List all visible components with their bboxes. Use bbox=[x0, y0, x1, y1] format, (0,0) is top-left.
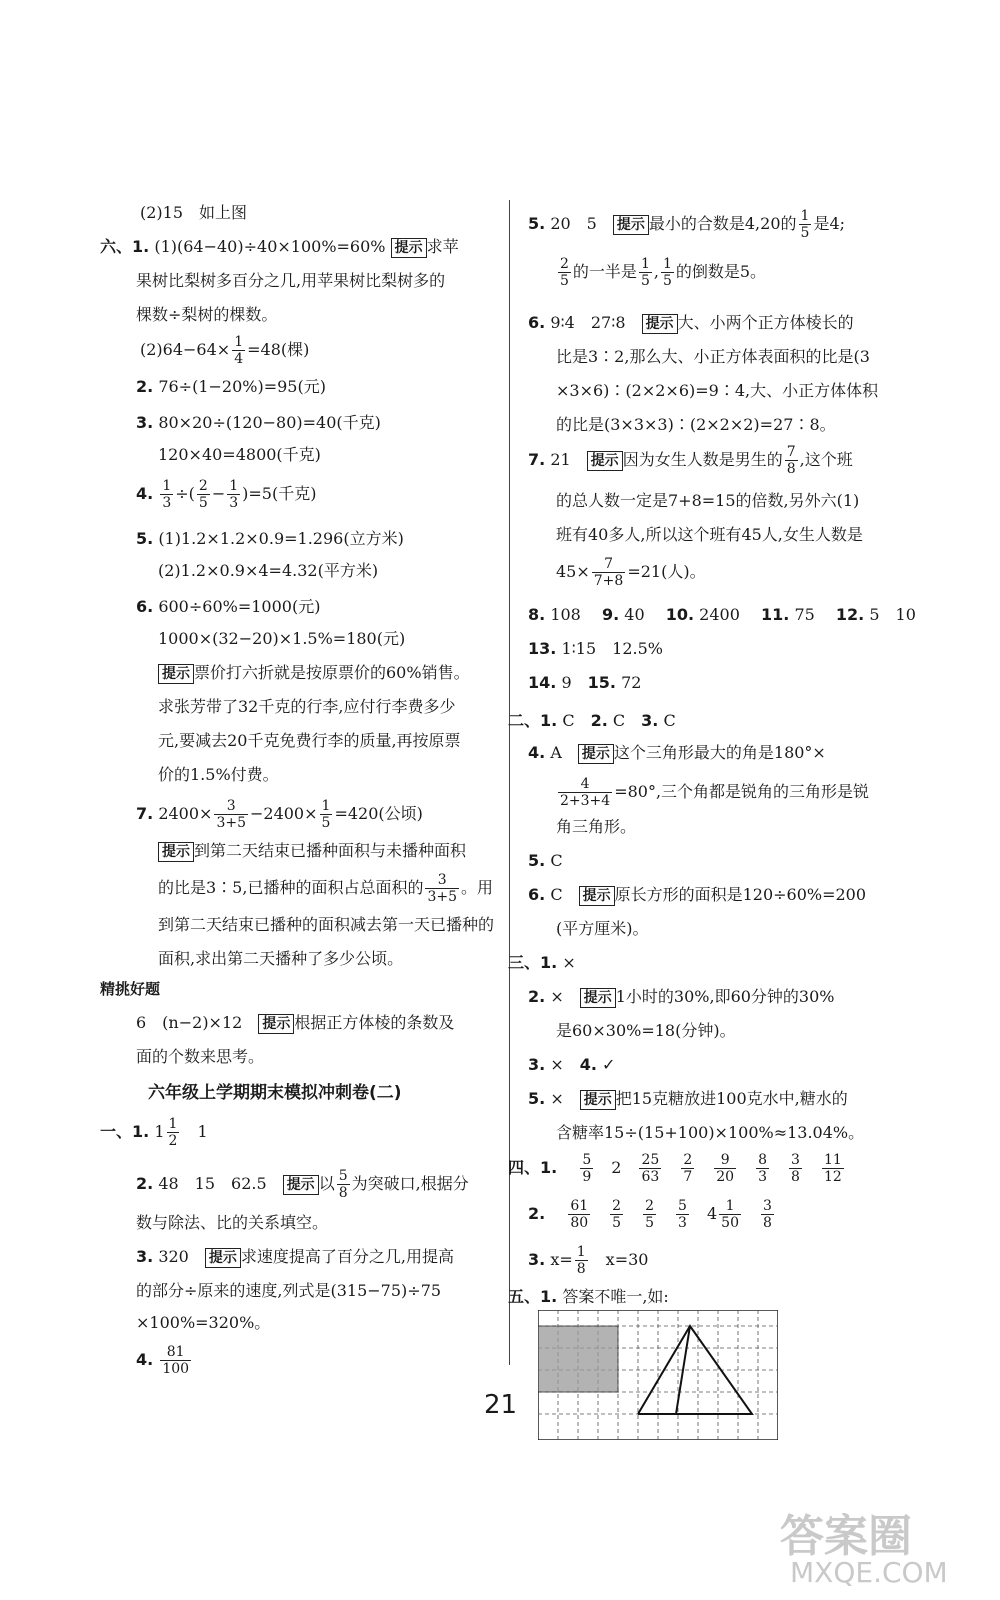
text-line: 提示 到第二天结束已播种面积与未播种面积 bbox=[158, 840, 466, 862]
text-line: 120×40=4800(千克) bbox=[158, 445, 321, 464]
text-line: (2)15 如上图 bbox=[140, 203, 248, 222]
answer-4-1: 四、1. $\frac{5}{9}$ 2 $\frac{25}{63}$ $\frac{2}{7}$ $\frac{9}{20}$ $\frac{8}{3}$ $\frac{3}{8}$ $\frac{11}{12}$ bbox=[508, 1152, 842, 1185]
answer-6: 6. 9∶4 27∶8 提示 大、小两个正方体棱长的 bbox=[528, 313, 854, 332]
answer-6-6: 6. 600÷60%=1000(元) bbox=[136, 597, 321, 616]
text-line: 面的个数来思考。 bbox=[136, 1047, 265, 1066]
text-line: 求张芳带了32千克的行李,应付行李费多少 bbox=[158, 697, 456, 716]
text-line: 的部分÷原来的速度,列式是(315−75)÷75 bbox=[136, 1281, 442, 1300]
grid-figure bbox=[538, 1310, 778, 1440]
answer-4-3: 3. x= $\frac{1}{8}$ x=30 bbox=[528, 1244, 649, 1277]
text-line: 果树比梨树多百分之几,用苹果树比梨树多的 bbox=[136, 271, 446, 290]
answer-13: 13. 1∶15 12.5% bbox=[528, 639, 663, 658]
text-line: 6 (n−2)×12 提示 根据正方体棱的条数及 bbox=[136, 1013, 455, 1032]
text-line: 1000×(32−20)×1.5%=180(元) bbox=[158, 629, 406, 648]
fraction: $\frac{2}{7}$ bbox=[683, 1152, 693, 1185]
fraction: $\frac{25}{63}$ bbox=[641, 1152, 660, 1185]
text-line: 比是3∶2,那么大、小正方体表面积的比是(3 bbox=[556, 347, 870, 366]
fraction: $\frac{5}{9}$ bbox=[582, 1152, 592, 1185]
answer-1-4: 4. $\frac{81}{100}$ bbox=[136, 1344, 190, 1377]
text-line: 面积,求出第二天播种了多少公顷。 bbox=[158, 949, 404, 968]
answer-1-1: 一、1. 1 $\frac{1}{2}$ 1 bbox=[100, 1116, 208, 1149]
text-line: ×3×6)∶(2×2×6)=9∶4,大、小正方体体积 bbox=[556, 381, 879, 400]
text-line: 角三角形。 bbox=[556, 817, 637, 836]
answer-6-4: 4. $\frac{1}{3}$ ÷( $\frac{2}{5}$ − $\frac{1}{3}$ )=5(千克) bbox=[136, 478, 317, 511]
column-divider bbox=[509, 200, 510, 1365]
text-line: (2)1.2×0.9×4=4.32(平方米) bbox=[158, 561, 379, 580]
fraction: $\frac{1}{50}$ bbox=[721, 1198, 739, 1231]
watermark-url: MXQE.COM bbox=[790, 1556, 948, 1589]
answer-4-2: 2. $\frac{61}{80}$ $\frac{2}{5}$ $\frac{2}{5}$ $\frac{5}{3}$ 4 $\frac{1}{50}$ $\frac{3}{8}$ bbox=[528, 1198, 772, 1231]
answer-2-4: 4. A 提示 这个三角形最大的角是180°× bbox=[528, 743, 826, 762]
answer-8-12: 8. 108 9. 40 10. 2400 11. 75 12. 5 10 bbox=[528, 605, 916, 624]
answer-6-1-2: (2)64−64× $\frac{1}{4}$ =48(棵) bbox=[140, 334, 310, 367]
text-line: 是60×30%=18(分钟)。 bbox=[556, 1021, 736, 1040]
fraction: $\frac{3}{8}$ bbox=[763, 1198, 772, 1231]
text-line: 班有40多人,所以这个班有45人,女生人数是 bbox=[556, 525, 863, 544]
answer-6-2: 2. 76÷(1−20%)=95(元) bbox=[136, 377, 326, 396]
answer-2-5: 5. C bbox=[528, 851, 563, 870]
exam-title: 六年级上学期期末模拟冲刺卷(二) bbox=[148, 1083, 402, 1103]
text-line: 的比是(3×3×3)∶(2×2×2)=27∶8。 bbox=[556, 415, 836, 434]
answer-2-6: 6. C 提示 原长方形的面积是120÷60%=200 bbox=[528, 885, 867, 904]
fraction: $\frac{8}{3}$ bbox=[758, 1152, 768, 1185]
answer-3-3-4: 3. × 4. ✓ bbox=[528, 1055, 616, 1074]
integer-answer: 2 bbox=[611, 1158, 622, 1177]
shaded-rectangle bbox=[538, 1326, 618, 1392]
text-line: (平方厘米)。 bbox=[556, 919, 649, 938]
answer-3-2: 2. × 提示 1小时的30%,即60分钟的30% bbox=[528, 987, 835, 1006]
answer-1-2: 2. 48 15 62.5 提示 以 $\frac{5}{8}$ 为突破口,根据分 bbox=[136, 1168, 469, 1201]
answer-1-3: 3. 320 提示 求速度提高了百分之几,用提高 bbox=[136, 1247, 454, 1266]
fraction: $\frac{9}{20}$ bbox=[716, 1152, 735, 1185]
fraction: $\frac{3}{8}$ bbox=[791, 1152, 800, 1185]
fraction: $\frac{5}{3}$ bbox=[678, 1198, 687, 1231]
text-line: 元,要减去20千克免费行李的质量,再按原票 bbox=[158, 731, 461, 750]
text-line: ×100%=320%。 bbox=[136, 1313, 271, 1332]
text-line: 含糖率15÷(15+100)×100%≈13.04%。 bbox=[556, 1123, 865, 1142]
fraction: $\frac{2}{5}$ bbox=[645, 1198, 655, 1231]
fraction: $\frac{11}{12}$ bbox=[823, 1152, 842, 1185]
answer-5-1: 五、1. 答案不唯一,如: bbox=[508, 1287, 669, 1306]
answer-6-7: 7. 2400× $\frac{3}{3+5}$ −2400× $\frac{1}{5}$ =420(公顷) bbox=[136, 798, 423, 831]
text-line: 提示 票价打六折就是按原票价的60%销售。 bbox=[158, 662, 470, 684]
text-line: 价的1.5%付费。 bbox=[158, 765, 279, 784]
answer-6-5: 5. (1)1.2×1.2×0.9=1.296(立方米) bbox=[136, 529, 404, 548]
answer-14-15: 14. 9 15. 72 bbox=[528, 673, 642, 692]
hint-tag: 提示 bbox=[391, 238, 427, 258]
answer-7: 7. 21 提示 因为女生人数是男生的 $\frac{7}{8}$ ,这个班 bbox=[528, 444, 853, 477]
text-line: $\frac{4}{2+3+4}$ =80°,三个角都是锐角的三角形是锐 bbox=[560, 776, 870, 809]
watermark-logo: 答案圈 bbox=[780, 1511, 912, 1562]
text-line: 的总人数一定是7+8=15的倍数,另外六(1) bbox=[556, 491, 860, 510]
page-number: 21 bbox=[484, 1390, 518, 1420]
fraction: $\frac{1}{4}$ bbox=[234, 334, 244, 367]
answer-6-3: 3. 80×20÷(120−80)=40(千克) bbox=[136, 413, 381, 432]
answer-5: 5. 20 5 提示 最小的合数是4,20的 $\frac{1}{5}$ 是4; bbox=[528, 208, 846, 241]
section-heading: 精挑好题 bbox=[100, 980, 161, 998]
answer-3-1: 三、1. × bbox=[508, 953, 576, 972]
answer-3-5: 5. × 提示 把15克糖放进100克水中,糖水的 bbox=[528, 1089, 848, 1108]
mixed-whole: 4 bbox=[706, 1204, 718, 1223]
text-line: 棵数÷梨树的棵数。 bbox=[136, 305, 278, 324]
fraction: $\frac{61}{80}$ bbox=[570, 1198, 589, 1231]
text-line: 45× $\frac{7}{7+8}$ =21(人)。 bbox=[556, 556, 706, 589]
answer-6-1: 六、1. (1)(64−40)÷40×100%=60% 提示 求苹 bbox=[100, 237, 459, 256]
text-line: 数与除法、比的关系填空。 bbox=[136, 1213, 329, 1232]
text-line: $\frac{2}{5}$ 的一半是 $\frac{1}{5}$ , $\frac{1}{5}$ 的倒数是5。 bbox=[560, 256, 767, 289]
answer-2-1-3: 二、1. C 2. C 3. C bbox=[508, 711, 676, 730]
fraction: $\frac{2}{5}$ bbox=[612, 1198, 622, 1231]
text-line: 的比是3∶5,已播种的面积占总面积的 $\frac{3}{3+5}$ 。用 bbox=[158, 872, 494, 905]
text-line: 到第二天结束已播种的面积减去第一天已播种的 bbox=[158, 915, 495, 934]
